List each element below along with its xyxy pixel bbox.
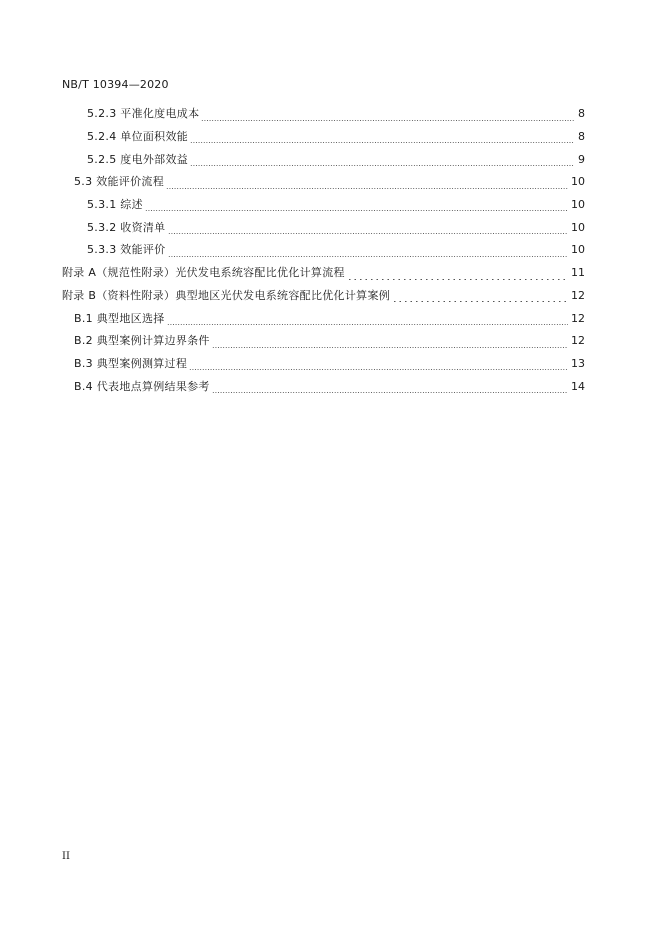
toc-entry-appendix-a[interactable]: [62, 262, 585, 285]
toc-entry-page: 12: [571, 311, 585, 325]
toc-entry-page: 10: [571, 220, 585, 234]
toc-entry-page: 8: [578, 107, 585, 121]
toc-entry-label: B.1 典型地区选择: [74, 311, 165, 325]
toc-entry-label: B.3 典型案例测算过程: [74, 356, 188, 370]
toc-entry[interactable]: [62, 330, 585, 353]
toc-entry-page: 14: [571, 379, 585, 393]
toc-dot-leader: [212, 347, 568, 348]
toc-dot-leader: [201, 120, 574, 121]
toc-entry-page: 12: [571, 334, 585, 348]
toc-entry-label: 5.3.1 综述: [87, 198, 143, 212]
toc-entry-label: B.4 代表地点算例结果参考: [74, 379, 210, 393]
toc-entry-appendix-b[interactable]: [62, 285, 585, 308]
document-number: NB/T 10394—2020: [62, 78, 169, 91]
toc-entry-page: 12: [571, 288, 585, 302]
toc-entry-label: 附录 A（规范性附录）光伏发电系统容配比优化计算流程: [62, 266, 345, 280]
toc-entry-label: 5.2.5 度电外部效益: [87, 152, 189, 166]
toc-entry-label: B.2 典型案例计算边界条件: [74, 334, 210, 348]
page-number: II: [62, 851, 70, 862]
toc-entry-label: 5.2.4 单位面积效能: [87, 130, 189, 144]
toc-dot-leader: [190, 165, 574, 166]
toc-entry[interactable]: [62, 148, 585, 171]
toc-entry[interactable]: [62, 103, 585, 126]
toc-dot-leader: [189, 369, 568, 370]
toc-entry-page: 8: [578, 130, 585, 144]
table-of-contents: [62, 103, 585, 398]
toc-dot-leader: [145, 210, 568, 211]
toc-dot-leader: [168, 233, 569, 234]
toc-entry-page: 10: [571, 175, 585, 189]
toc-entry-label: 附录 B（资料性附录）典型地区光伏发电系统容配比优化计算案例: [62, 288, 391, 302]
toc-entry-page: 9: [578, 152, 585, 166]
toc-entry-page: 10: [571, 243, 585, 257]
toc-dot-leader: [167, 324, 568, 325]
toc-entry-label: 5.3 效能评价流程: [74, 175, 164, 189]
toc-dot-leader: [190, 142, 574, 143]
toc-dot-leader: [392, 301, 568, 302]
toc-entry[interactable]: [62, 194, 585, 217]
toc-entry[interactable]: [62, 375, 585, 398]
toc-entry-page: 11: [571, 266, 585, 280]
toc-entry[interactable]: [62, 307, 585, 330]
toc-entry[interactable]: [62, 171, 585, 194]
toc-entry-page: 13: [571, 356, 585, 370]
toc-dot-leader: [212, 392, 568, 393]
toc-entry[interactable]: [62, 239, 585, 262]
toc-entry-label: 5.3.3 效能评价: [87, 243, 166, 257]
toc-dot-leader: [168, 256, 569, 257]
toc-entry-page: 10: [571, 198, 585, 212]
toc-entry[interactable]: [62, 216, 585, 239]
toc-entry[interactable]: [62, 126, 585, 149]
toc-entry-label: 5.3.2 收资清单: [87, 220, 166, 234]
toc-dot-leader: [166, 188, 568, 189]
toc-entry-label: 5.2.3 平准化度电成本: [87, 107, 200, 121]
toc-entry[interactable]: [62, 353, 585, 376]
toc-dot-leader: [347, 279, 568, 280]
